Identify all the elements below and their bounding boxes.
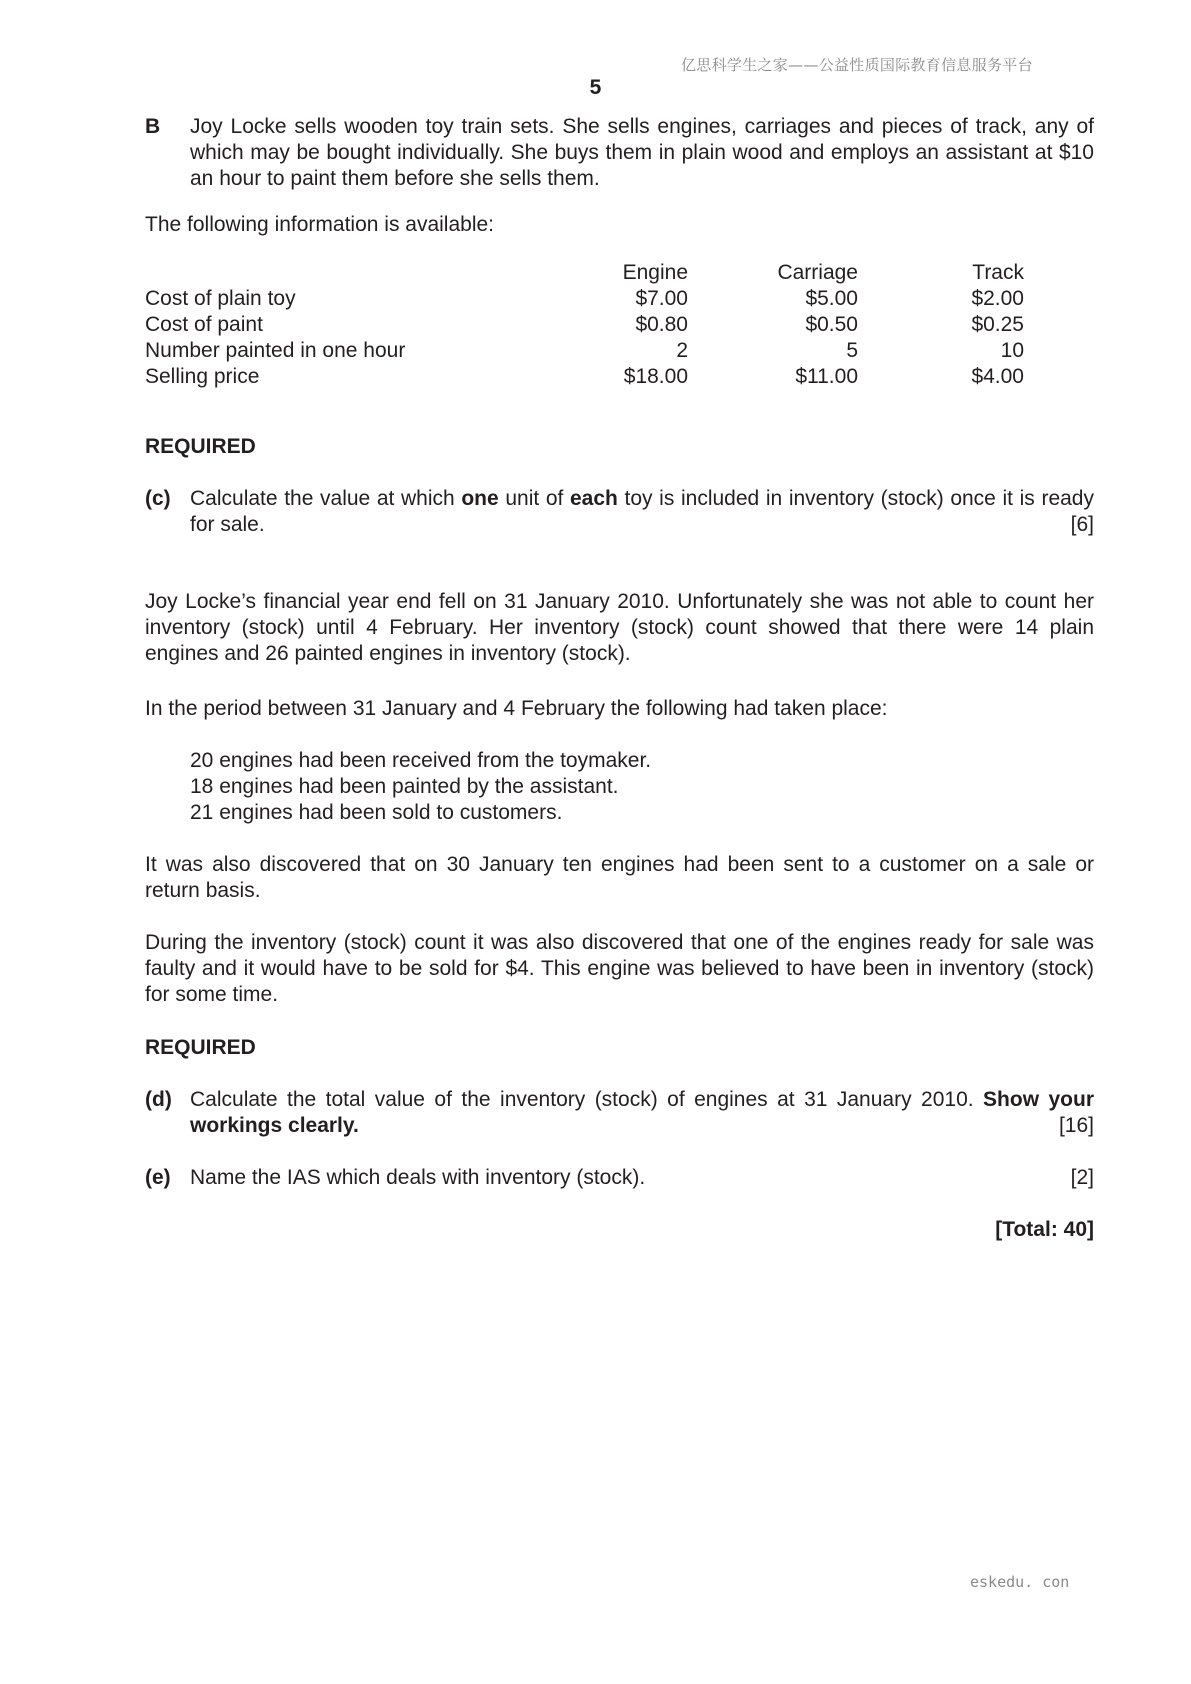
table-row: [145, 338, 1024, 364]
paragraph: During the inventory (stock) count it was also discovered that one of the engines ready for sale was faulty and it would have to be sold for $4. This engine was believed to have been in inventory (stock) for some time.: [145, 931, 1094, 1006]
table-cell: $2.00: [971, 287, 1024, 310]
event-item: 20 engines had been received from the toymaker.: [190, 749, 652, 772]
info-intro: The following information is available:: [145, 213, 495, 236]
event-item: 18 engines had been painted by the assistant.: [190, 775, 619, 798]
question-d-label: (d): [145, 1088, 172, 1111]
watermark-top: 亿思科学生之家——公益性质国际教育信息服务平台: [681, 56, 1033, 74]
table-row: [145, 312, 1024, 338]
question-c-marks: [6]: [1070, 513, 1094, 536]
event-item: 21 engines had been sold to customers.: [190, 801, 563, 824]
table-row: [145, 286, 1024, 312]
table-header-row: [145, 260, 1024, 286]
total-marks: [Total: 40]: [995, 1218, 1094, 1241]
table-header: Engine: [622, 261, 688, 284]
required-heading: REQUIRED: [145, 435, 256, 458]
table-cell: $0.25: [971, 313, 1024, 336]
question-e-text: Name the IAS which deals with inventory (stock).: [190, 1166, 646, 1189]
table-header: Track: [972, 261, 1024, 284]
table-cell: 5: [846, 339, 858, 362]
paragraph: Joy Locke’s financial year end fell on 31 January 2010. Unfortunately she was not able to count her inventory (stock) until 4 February. Her inventory (stock) count showed that there were 14 plain engines and 26 painted engines in inventory (stock).: [145, 590, 1094, 665]
table-row: [145, 364, 1024, 390]
table-cell: Cost of paint: [145, 313, 263, 336]
table-cell: $4.00: [971, 365, 1024, 388]
table-cell: $0.50: [805, 313, 858, 336]
question-e-marks: [2]: [1070, 1166, 1094, 1189]
question-c-label: (c): [145, 487, 171, 510]
table-cell: $11.00: [795, 365, 858, 388]
paragraph: It was also discovered that on 30 January ten engines had been sent to a customer on a sale or return basis.: [145, 853, 1094, 902]
question-e-label: (e): [145, 1166, 171, 1189]
table-cell: Selling price: [145, 365, 260, 388]
section-intro: Joy Locke sells wooden toy train sets. She sells engines, carriages and pieces of track, any of which may be bought individually. She buys them in plain wood and employs an assistant at $10 an hour to paint them before she sells them.: [190, 115, 1094, 190]
table-cell: $18.00: [623, 365, 688, 388]
table-cell: 10: [1000, 339, 1024, 362]
table-cell: 2: [676, 339, 688, 362]
table-cell: Number painted in one hour: [145, 339, 406, 362]
table-cell: Cost of plain toy: [145, 287, 296, 310]
table-cell: $5.00: [805, 287, 858, 310]
paragraph: In the period between 31 January and 4 February the following had taken place:: [145, 697, 888, 720]
page-number: 5: [589, 76, 602, 99]
table-cell: $0.80: [635, 313, 688, 336]
question-d-text: Calculate the total value of the inventory (stock) of engines at 31 January 2010. Show your workings clearly.: [190, 1088, 1094, 1137]
question-c-text: Calculate the value at which one unit of each toy is included in inventory (stock) once it is ready for sale.: [190, 487, 1094, 536]
required-heading: REQUIRED: [145, 1036, 256, 1059]
watermark-bottom: eskedu. con: [970, 1573, 1070, 1591]
table-header: Carriage: [777, 261, 858, 284]
question-d-marks: [16]: [1058, 1114, 1094, 1137]
section-label: B: [145, 115, 161, 138]
table-cell: $7.00: [635, 287, 688, 310]
